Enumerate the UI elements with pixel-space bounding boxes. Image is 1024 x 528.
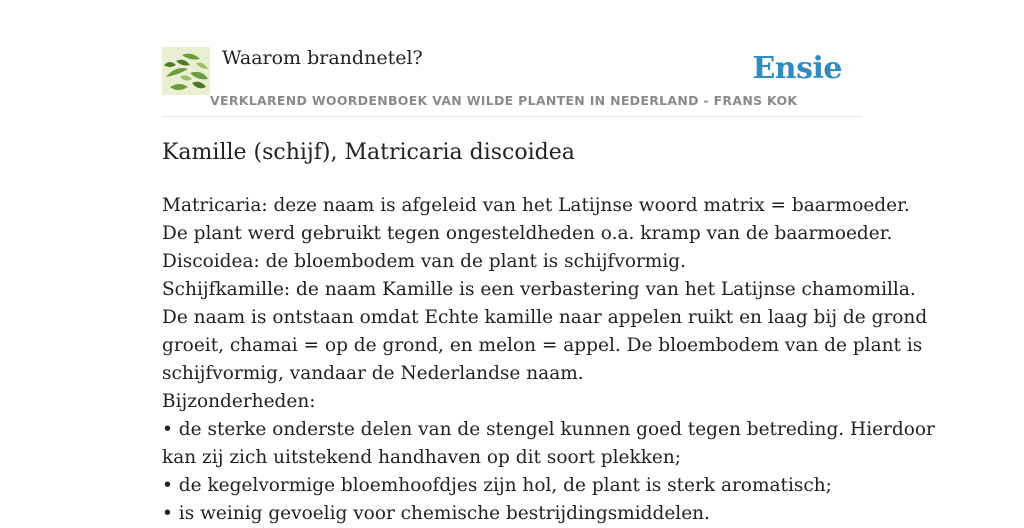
article-title: Kamille (schijf), Matricaria discoidea xyxy=(162,140,575,165)
site-title[interactable]: Waarom brandnetel? xyxy=(222,47,423,69)
article-line: schijfvormig, vandaar de Nederlandse naam. xyxy=(162,363,584,384)
brand-logo[interactable]: Ensie xyxy=(752,51,842,86)
header xyxy=(162,46,862,117)
article-line: groeit, chamai = op de grond, en melon = appel. De bloembodem van de plant is xyxy=(162,335,923,356)
article-body xyxy=(162,192,935,528)
article-line: Bijzonderheden: xyxy=(162,391,316,412)
nettle-leaves-icon[interactable] xyxy=(162,47,210,95)
article-line: • de sterke onderste delen van de stengel kunnen goed tegen betreding. Hierdoor xyxy=(162,419,935,440)
article-line: Discoidea: de bloembodem van de plant is schijfvormig. xyxy=(162,251,686,272)
source-subtitle[interactable]: VERKLAREND WOORDENBOEK VAN WILDE PLANTEN IN NEDERLAND - FRANS KOK xyxy=(210,93,798,108)
article-line: De naam is ontstaan omdat Echte kamille naar appelen ruikt en laag bij de grond xyxy=(162,307,928,328)
article-line: • is weinig gevoelig voor chemische bestrijdingsmiddelen. xyxy=(162,503,710,524)
article-line: kan zij zich uitstekend handhaven op dit soort plekken; xyxy=(162,447,682,468)
article-line: • de kegelvormige bloemhoofdjes zijn hol, de plant is sterk aromatisch; xyxy=(162,475,832,496)
article-line: Schijfkamille: de naam Kamille is een verbastering van het Latijnse chamomilla. xyxy=(162,279,916,300)
article-line: De plant werd gebruikt tegen ongesteldheden o.a. kramp van de baarmoeder. xyxy=(162,223,893,244)
article-line: Matricaria: deze naam is afgeleid van het Latijnse woord matrix = baarmoeder. xyxy=(162,195,910,216)
